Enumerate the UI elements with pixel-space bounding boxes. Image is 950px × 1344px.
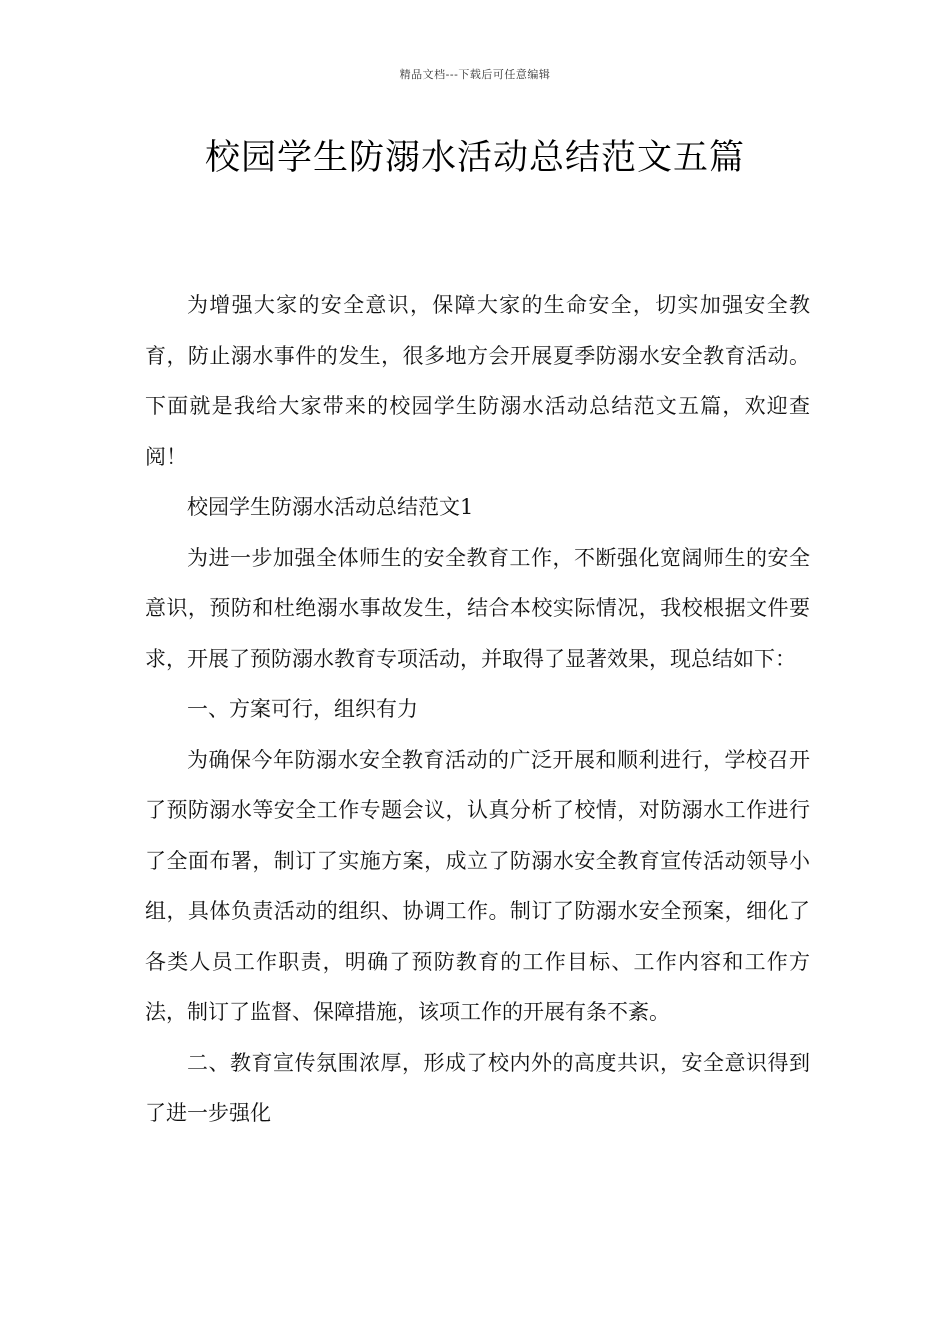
document-body [145, 280, 810, 1139]
section-heading-1: 校园学生防溺水活动总结范文1 [187, 495, 474, 519]
paragraph-summary-intro: 为进一步加强全体师生的安全教育工作，不断强化宽阔师生的安全意识，预防和杜绝溺水事故发生，结合本校实际情况，我校根据文件要求，开展了预防溺水教育专项活动，并取得了显著效果，现总结如下： [145, 545, 810, 671]
intro-paragraph: 为增强大家的安全意识，保障大家的生命安全，切实加强安全教育，防止溺水事件的发生，很多地方会开展夏季防溺水安全教育活动。下面就是我给大家带来的校园学生防溺水活动总结范文五篇，欢迎查阅！ [145, 293, 810, 469]
paragraph-plan: 为确保今年防溺水安全教育活动的广泛开展和顺利进行，学校召开了预防溺水等安全工作专题会议，认真分析了校情，对防溺水工作进行了全面布署，制订了实施方案，成立了防溺水安全教育宣传活动领导小组，具体负责活动的组织、协调工作。制订了防溺水安全预案，细化了各类人员工作职责，明确了预防教育的工作目标、工作内容和工作方法，制订了监督、保障措施，该项工作的开展有条不紊。 [145, 747, 810, 1024]
subheading-1: 一、方案可行，组织有力 [187, 697, 418, 721]
subheading-2: 二、教育宣传氛围浓厚，形成了校内外的高度共识，安全意识得到了进一步强化 [145, 1050, 810, 1125]
header-note: 精品文档---下载后可任意编辑 [399, 68, 551, 81]
page-title: 校园学生防溺水活动总结范文五篇 [204, 138, 745, 178]
